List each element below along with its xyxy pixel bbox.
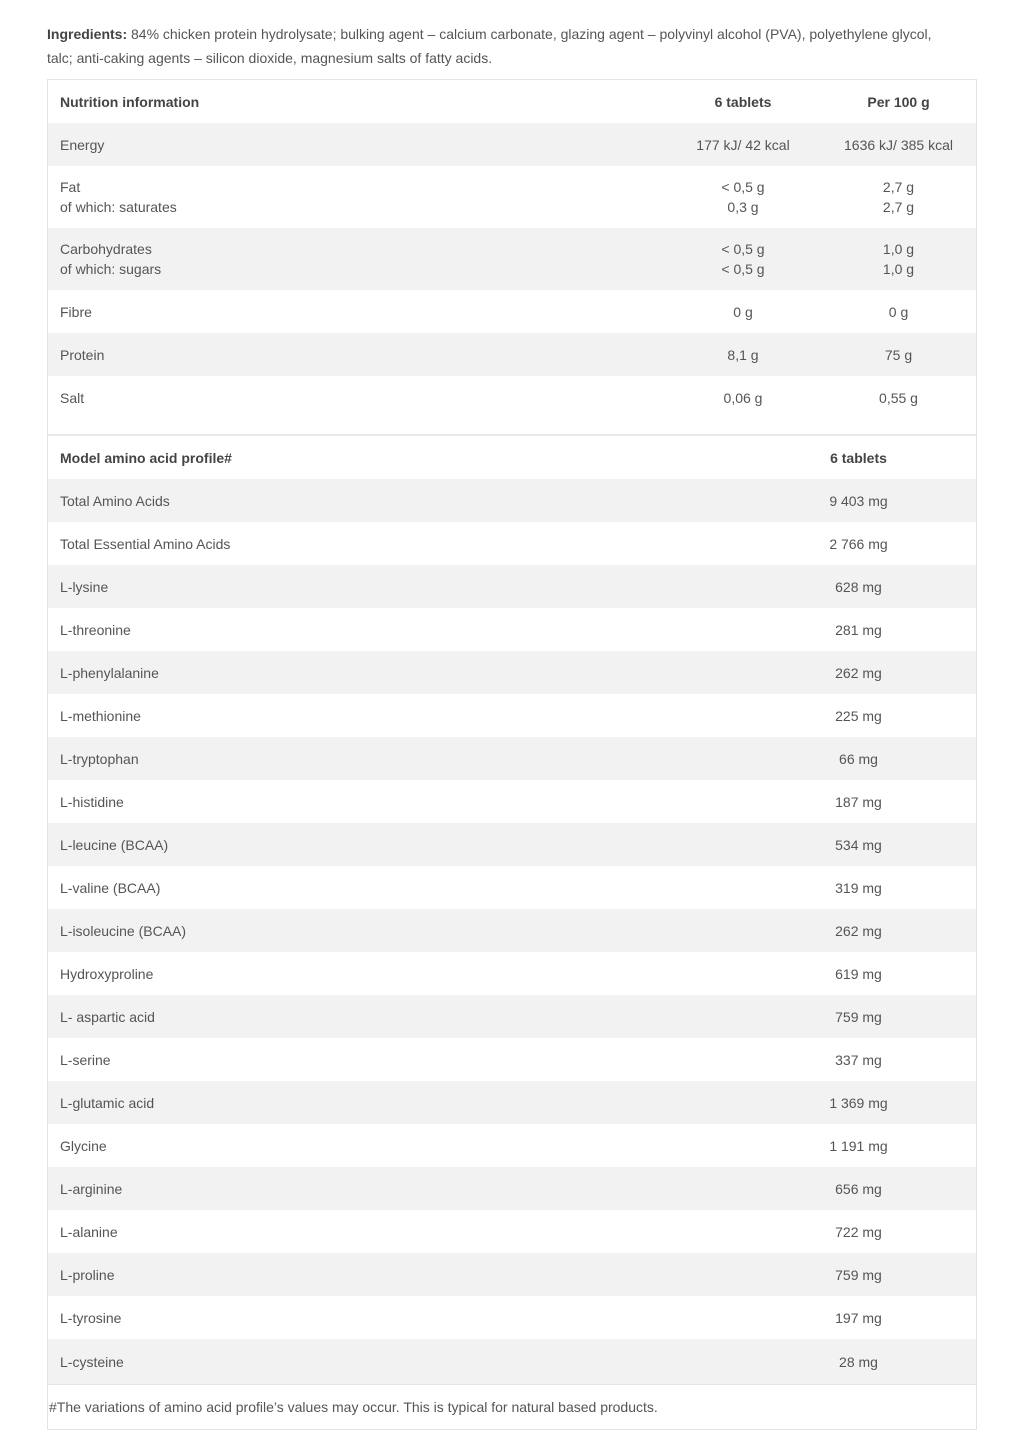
amino-acid-value: 197 mg xyxy=(835,1309,882,1326)
amino-acid-value: 656 mg xyxy=(741,1167,976,1210)
nutrition-table-container xyxy=(47,79,977,1385)
amino-acid-name: L- aspartic acid xyxy=(48,995,741,1038)
amino-row xyxy=(48,479,976,522)
nutrient-subname: of which: sugars xyxy=(60,261,162,277)
nutrient-name: Energy xyxy=(48,123,665,166)
nutrient-serving-value: < 0,5 g xyxy=(721,179,765,195)
nutrient-name-cell xyxy=(48,228,665,290)
amino-acid-value: 319 mg xyxy=(835,879,882,896)
nutrient-per100-cell xyxy=(821,166,976,228)
amino-row xyxy=(48,1124,976,1167)
amino-acid-value: 281 mg xyxy=(835,621,882,638)
amino-row xyxy=(48,780,976,823)
nutrition-row xyxy=(48,166,976,228)
nutrition-row xyxy=(48,123,976,166)
amino-row xyxy=(48,823,976,866)
nutrition-row xyxy=(48,228,976,290)
nutrition-table xyxy=(48,80,976,419)
amino-acid-value: 619 mg xyxy=(835,965,882,982)
amino-row xyxy=(48,995,976,1038)
amino-acid-name: L-alanine xyxy=(60,1223,118,1240)
amino-acid-value: 337 mg xyxy=(835,1051,882,1068)
amino-acid-name: L-serine xyxy=(60,1051,111,1068)
amino-row xyxy=(48,694,976,737)
amino-acid-name: L-methionine xyxy=(60,707,141,724)
amino-acid-name: Total Amino Acids xyxy=(48,479,741,522)
amino-acid-value: 262 mg xyxy=(741,651,976,694)
nutrient-serving-value: 0 g xyxy=(733,303,753,320)
nutrient-per100-value: 0,55 g xyxy=(879,389,918,406)
nutrient-per100-value: 1,0 g xyxy=(882,241,915,257)
amino-acid-name: L-tyrosine xyxy=(60,1309,122,1326)
nutrient-name-cell xyxy=(48,166,665,228)
amino-header-row xyxy=(48,435,976,479)
ingredients-label: Ingredients: xyxy=(47,26,128,42)
nutrient-subname: of which: saturates xyxy=(60,199,177,215)
amino-acid-name: Hydroxyproline xyxy=(60,965,154,982)
amino-acid-value: 759 mg xyxy=(741,1253,976,1296)
amino-acid-value: 1 191 mg xyxy=(829,1137,888,1154)
nutrition-header-row xyxy=(48,80,976,123)
amino-acid-value: 262 mg xyxy=(741,909,976,952)
amino-acid-value: 28 mg xyxy=(741,1339,976,1384)
amino-row xyxy=(48,651,976,694)
amino-acid-name: Glycine xyxy=(60,1137,107,1154)
amino-acid-name: L-histidine xyxy=(60,793,124,810)
amino-row xyxy=(48,1081,976,1124)
nutrient-serving-subvalue: 0,3 g xyxy=(727,199,759,215)
amino-acid-name: L-arginine xyxy=(48,1167,741,1210)
nutrition-header-serving: 6 tablets xyxy=(714,93,772,110)
nutrient-serving-value: 8,1 g xyxy=(665,333,821,376)
amino-row xyxy=(48,866,976,909)
nutrient-per100-subvalue: 1,0 g xyxy=(882,261,915,277)
amino-header-serving: 6 tablets xyxy=(830,449,887,466)
amino-acid-value: 759 mg xyxy=(741,995,976,1038)
nutrient-per100-subvalue: 2,7 g xyxy=(882,199,915,215)
amino-acid-name: L-lysine xyxy=(48,565,741,608)
amino-row xyxy=(48,737,976,780)
amino-row xyxy=(48,565,976,608)
amino-row xyxy=(48,1167,976,1210)
nutrient-serving-value: 0,06 g xyxy=(723,389,763,406)
nutrient-name: Fat xyxy=(60,179,81,195)
nutrient-per100-value: 0 g xyxy=(888,303,909,320)
nutrient-per100-value: 75 g xyxy=(821,333,976,376)
amino-row xyxy=(48,1210,976,1253)
nutrient-serving-cell xyxy=(665,166,821,228)
nutrient-per100-cell xyxy=(821,228,976,290)
amino-acid-value: 2 766 mg xyxy=(829,535,888,552)
amino-acid-value: 187 mg xyxy=(835,793,882,810)
amino-acid-value: 66 mg xyxy=(741,737,976,780)
amino-acid-name: L-threonine xyxy=(60,621,131,638)
nutrition-header-per100: Per 100 g xyxy=(867,93,930,110)
nutrient-name: Fibre xyxy=(60,303,92,320)
nutrient-serving-cell xyxy=(665,228,821,290)
amino-acid-name: L-isoleucine (BCAA) xyxy=(48,909,741,952)
nutrient-serving-value: < 0,5 g xyxy=(721,241,765,257)
nutrient-name: Protein xyxy=(48,333,665,376)
amino-row xyxy=(48,522,976,565)
amino-acid-name: L-glutamic acid xyxy=(48,1081,741,1124)
amino-acid-name: L-phenylalanine xyxy=(48,651,741,694)
nutrition-row xyxy=(48,290,976,333)
ingredients-paragraph xyxy=(47,22,977,70)
amino-header-label: Model amino acid profile# xyxy=(60,449,232,466)
amino-acid-value: 9 403 mg xyxy=(741,479,976,522)
nutrition-row xyxy=(48,333,976,376)
amino-acid-name: L-tryptophan xyxy=(48,737,741,780)
nutrient-per100-value: 1636 kJ/ 385 kcal xyxy=(821,123,976,166)
amino-acid-value: 722 mg xyxy=(835,1223,882,1240)
nutrient-name: Salt xyxy=(60,389,85,406)
amino-row xyxy=(48,909,976,952)
nutrient-name: Carbohydrates xyxy=(60,241,152,257)
nutrition-header-label: Nutrition information xyxy=(60,93,200,110)
amino-row xyxy=(48,952,976,995)
nutrient-serving-subvalue: < 0,5 g xyxy=(721,261,765,277)
amino-row xyxy=(48,1038,976,1081)
amino-row xyxy=(48,1253,976,1296)
amino-row xyxy=(48,608,976,651)
amino-acid-name: L-cysteine xyxy=(48,1339,741,1384)
ingredients-text: 84% chicken protein hydrolysate; bulking agent – calcium carbonate, glazing agent – polyvinyl alcohol (PVA), polyethylene glycol, talc; anti-caking agents – silicon dioxide, magnesium salts of fatty acids. xyxy=(47,26,932,66)
amino-acid-value: 1 369 mg xyxy=(741,1081,976,1124)
amino-acid-rows xyxy=(48,479,976,1384)
product-info xyxy=(47,0,977,1430)
amino-acid-name: L-leucine (BCAA) xyxy=(48,823,741,866)
amino-acid-value: 225 mg xyxy=(835,707,882,724)
footnote: #The variations of amino acid profile’s values may occur. This is typical for natural based products. xyxy=(47,1385,977,1430)
nutrition-row xyxy=(48,376,976,419)
nutrient-serving-value: 177 kJ/ 42 kcal xyxy=(665,123,821,166)
amino-row xyxy=(48,1296,976,1339)
amino-acid-name: L-valine (BCAA) xyxy=(60,879,161,896)
amino-acid-table xyxy=(48,434,976,479)
amino-acid-value: 534 mg xyxy=(741,823,976,866)
amino-acid-name: Total Essential Amino Acids xyxy=(60,535,231,552)
amino-acid-name: L-proline xyxy=(48,1253,741,1296)
amino-acid-value: 628 mg xyxy=(741,565,976,608)
nutrient-per100-value: 2,7 g xyxy=(882,179,915,195)
amino-row xyxy=(48,1339,976,1384)
